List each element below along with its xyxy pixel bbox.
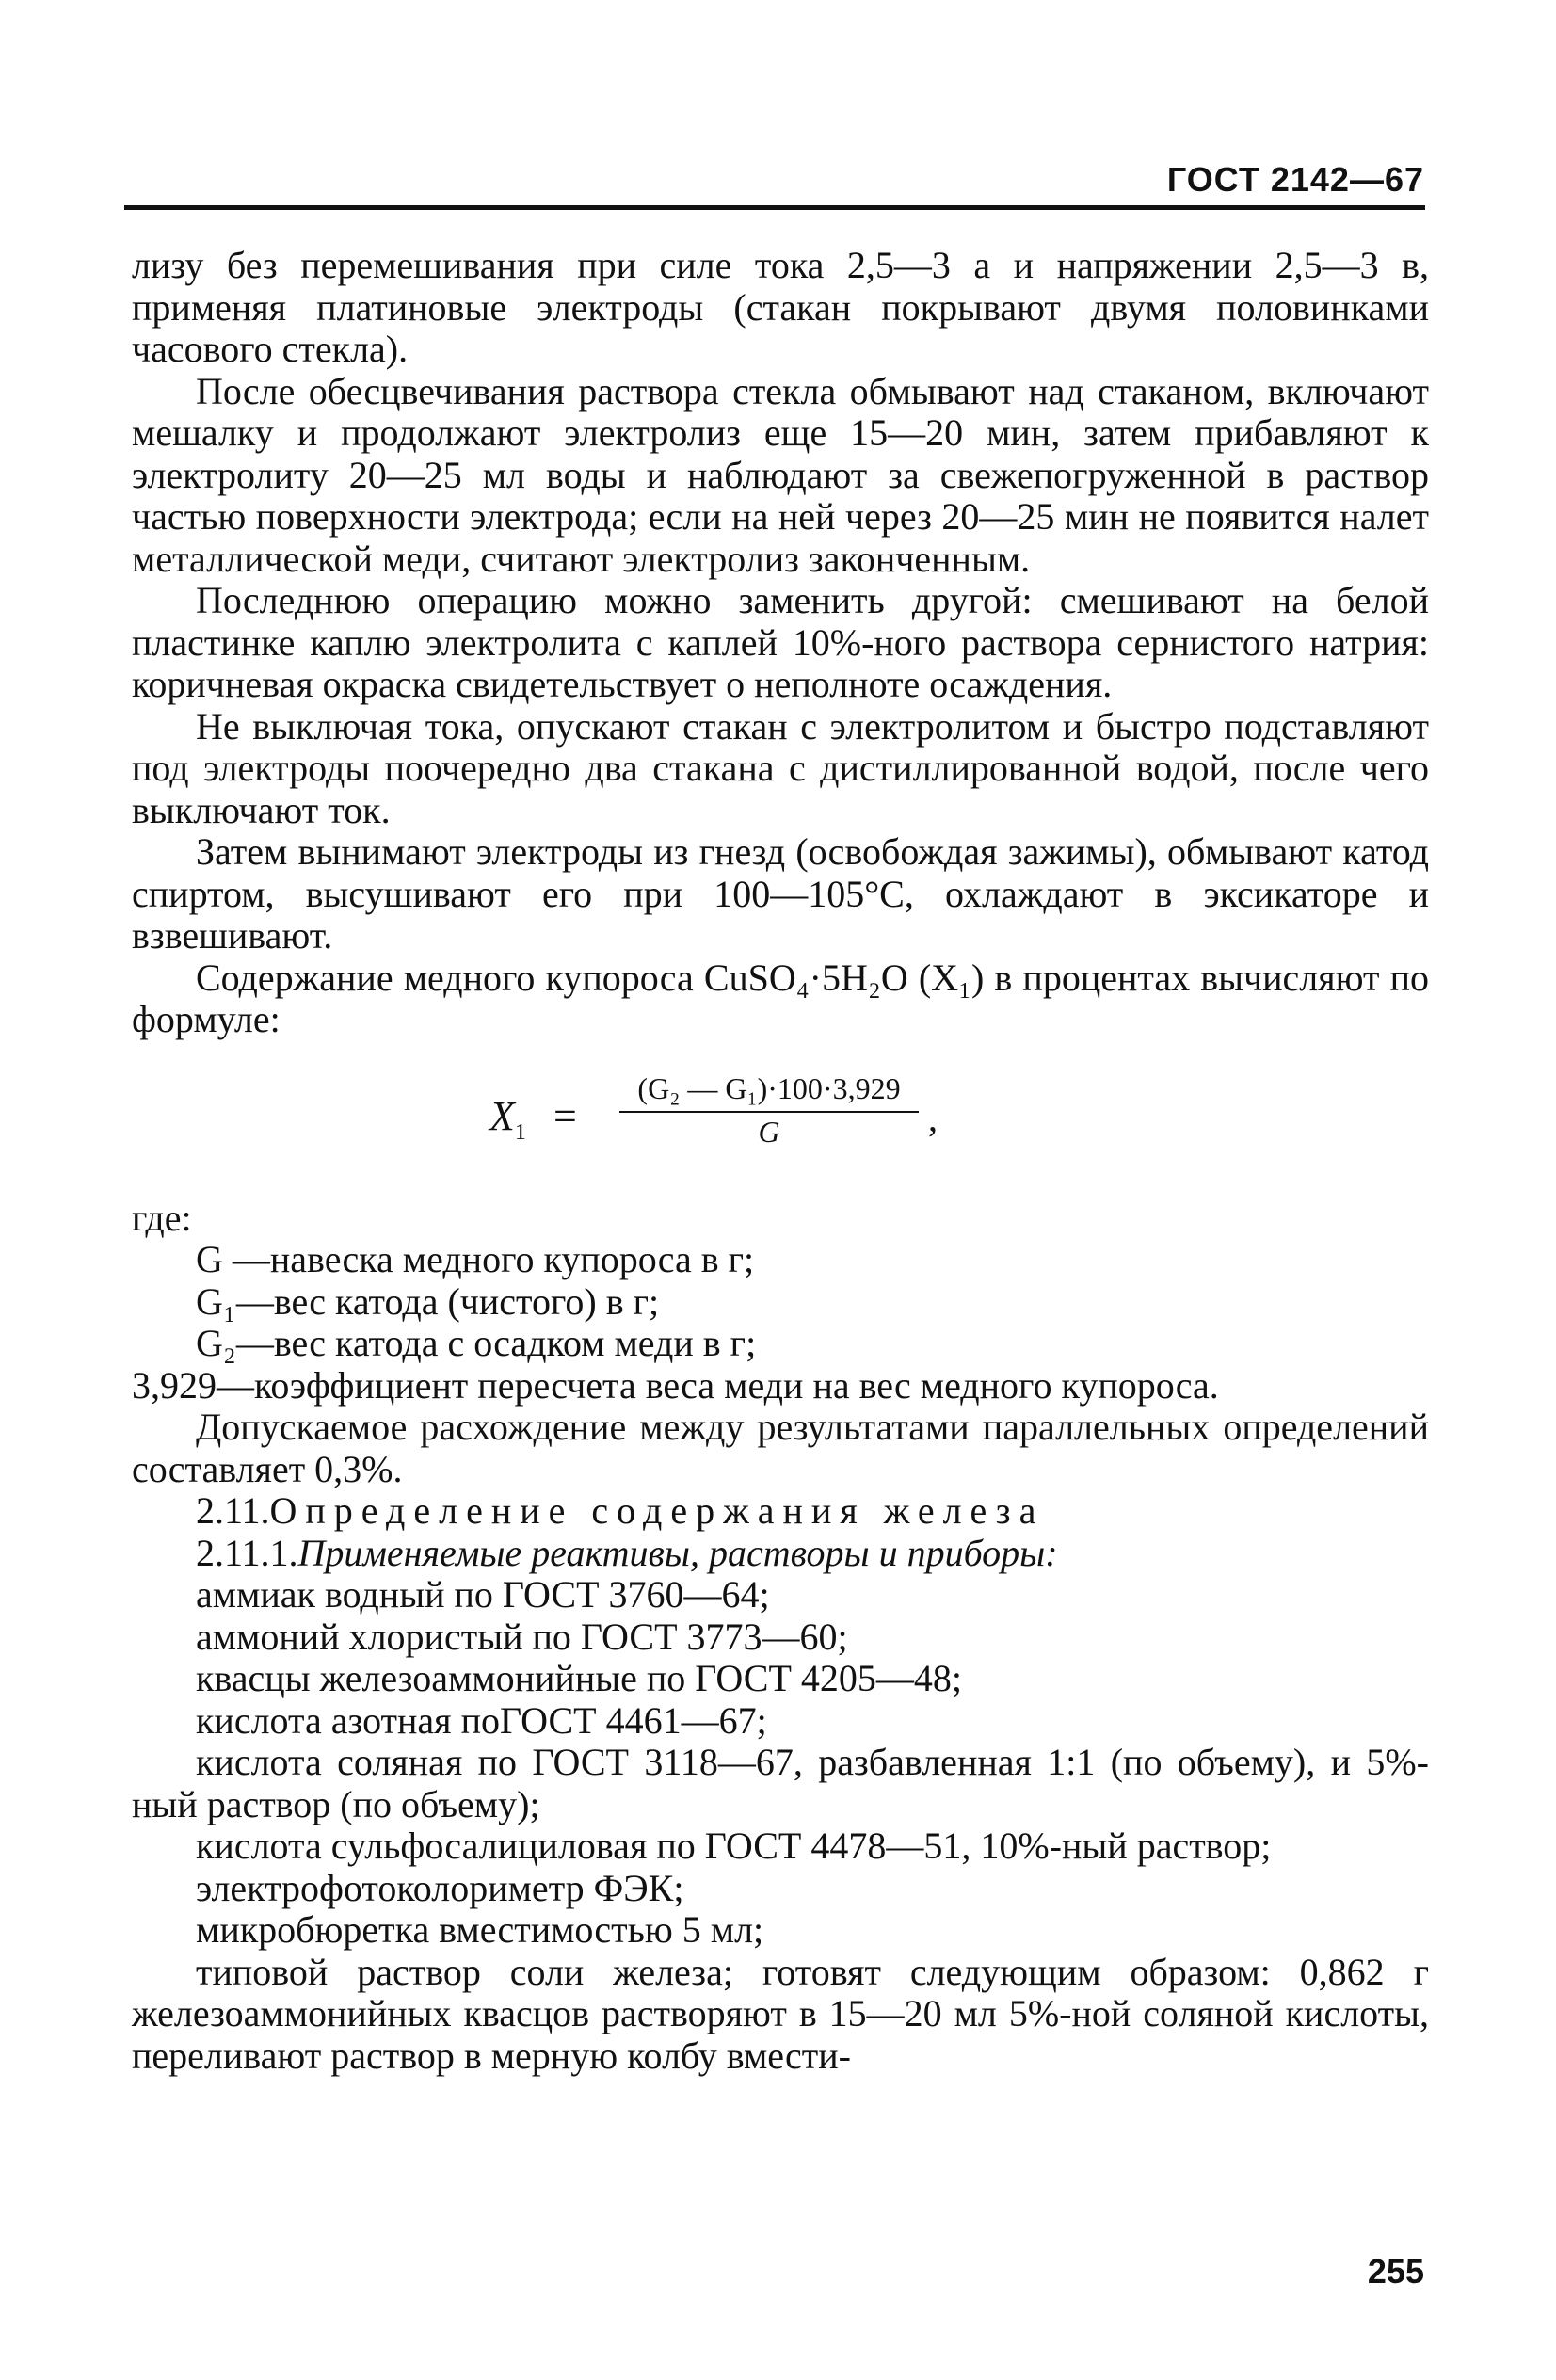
reagent-item: типовой раствор соли железа; готовят следующим образом: 0,862 г железоаммонийных квасцов растворяют в 15—20 мл 5%-ной соляной кислоты, переливают раствор в мерную колбу вмести- bbox=[132, 1950, 1429, 2077]
formula-fraction bbox=[619, 1069, 919, 1150]
where-label: где: bbox=[132, 1196, 192, 1239]
definition-coefficient: 3,929—коэффициент пересчета веса меди на вес медного купороса. bbox=[132, 1363, 1219, 1407]
section-heading bbox=[132, 1490, 1429, 1533]
formula-equals: = bbox=[553, 1092, 577, 1139]
header-rule bbox=[124, 205, 1425, 210]
formula-lhs-symbol: X bbox=[489, 1092, 515, 1139]
paragraph-tolerance: Допускаемое расхождение между результатами параллельных определений составляет 0,3%. bbox=[132, 1406, 1429, 1490]
reagent-item: аммиак водный по ГОСТ 3760—64; bbox=[196, 1573, 770, 1616]
definition-g2: G₂—вес катода с осадком меди в г; bbox=[196, 1322, 757, 1364]
page-number: 255 bbox=[1367, 2252, 1424, 2291]
body-text bbox=[132, 245, 1429, 2077]
paragraph-alternative-test: Последнюю операцию можно заменить другой: смешивают на белой пластинке каплю электролита с каплей 10%-ного раствора сернистого натрия: коричневая окраска свидетельствует о неполноте осаждения. bbox=[132, 579, 1429, 705]
paragraph-drying-weighing: Затем вынимают электроды из гнезд (освобождая зажимы), обмывают катод спиртом, высушивают его при 100—105°С, охлаждают в эксикаторе и взвешивают. bbox=[132, 830, 1429, 957]
formula-lhs-subscript: 1 bbox=[514, 1119, 526, 1145]
paragraph-formula-intro: Содержание медного купороса CuSO₄·5H₂O (X₁) в процентах вычисляют по формуле: bbox=[132, 956, 1429, 1040]
reagent-item: кислота сульфосалициловая по ГОСТ 4478—51, 10%-ный раствор; bbox=[196, 1825, 1272, 1867]
reagent-item: кислота азотная поГОСТ 4461—67; bbox=[196, 1698, 767, 1742]
section-title: Определение содержания железа bbox=[269, 1489, 1045, 1532]
reagent-item: микробюретка вместимостью 5 мл; bbox=[196, 1908, 764, 1951]
paragraph-switch-off: Не выключая тока, опускают стакан с электролитом и быстро подставляют под электроды поочередно два стакана с дистиллированной водой, после чего выключают ток. bbox=[132, 704, 1429, 831]
reagent-item: квасцы железоаммонийные по ГОСТ 4205—48; bbox=[196, 1657, 962, 1699]
paragraph-after-decolorization: После обесцвечивания раствора стекла обмывают над стаканом, включают мешалку и продолжают электролиз еще 15—20 мин, затем прибавляют к электролиту 20—25 мл воды и наблюдают за свежепогруженной в раствор частью поверхности электрода; если на ней через 20—25 мин не появится налет металлической меди, считают электролиз законченным. bbox=[132, 369, 1429, 580]
formula-trailing-comma: , bbox=[928, 1096, 938, 1139]
reagent-item: электрофотоколориметр ФЭК; bbox=[196, 1866, 684, 1909]
formula-x1 bbox=[132, 1056, 1429, 1198]
document-code: ГОСТ 2142—67 bbox=[1166, 160, 1424, 199]
formula-numerator: (G₂ — G₁)·100·3,929 bbox=[619, 1069, 919, 1113]
definition-g: G —навеска медного купороса в г; bbox=[196, 1238, 755, 1280]
reagent-item: кислота соляная по ГОСТ 3118—67, разбавленная 1:1 (по объему), и 5%-ный раствор (по объему); bbox=[132, 1741, 1429, 1825]
subsection-heading bbox=[132, 1533, 1429, 1575]
formula-denominator: G bbox=[758, 1114, 780, 1149]
subsection-number: 2.11.1. bbox=[196, 1531, 298, 1574]
paragraph-electrolysis-start: лизу без перемешивания при силе тока 2,5—3 а и напряжении 2,5—3 в, применяя платиновые электроды (стакан покрывают двумя половинками часового стекла). bbox=[132, 244, 1429, 370]
section-number: 2.11. bbox=[196, 1489, 270, 1532]
definition-g1: G₁—вес катода (чистого) в г; bbox=[196, 1279, 660, 1323]
subsection-title: Применяемые реактивы, растворы и приборы: bbox=[297, 1531, 1058, 1574]
reagent-item: аммоний хлористый по ГОСТ 3773—60; bbox=[196, 1615, 848, 1658]
formula-lhs bbox=[489, 1092, 526, 1153]
